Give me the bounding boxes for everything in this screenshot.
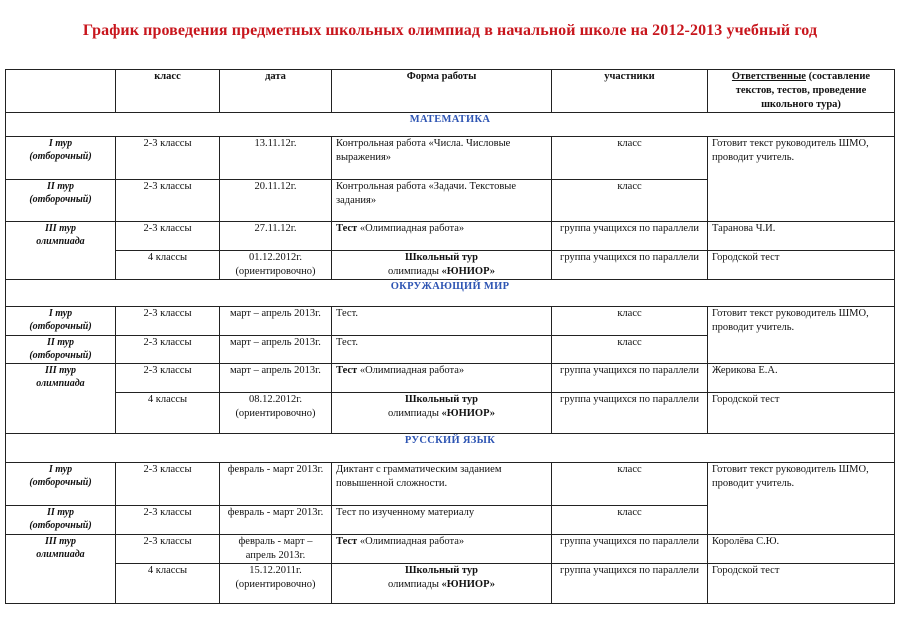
class-cell: 2-3 классы bbox=[116, 137, 220, 180]
tour-name: II тур bbox=[46, 337, 75, 348]
form-cell: Диктант с грамматическим заданием повышенной сложности. bbox=[332, 463, 552, 506]
participants-cell: класс bbox=[552, 307, 708, 336]
form-cell: Тест по изученному материалу bbox=[332, 506, 552, 535]
responsible-cell: Королёва С.Ю. bbox=[708, 535, 895, 564]
class-cell: 4 классы bbox=[116, 564, 220, 604]
header-responsible-title: Ответственные bbox=[731, 71, 806, 82]
section-row-world bbox=[6, 280, 895, 307]
form-cell bbox=[332, 364, 552, 393]
form-test-name: «Олимпиадная работа» bbox=[357, 223, 465, 234]
date-cell: февраль - март – апрель 2013г. bbox=[220, 535, 332, 564]
tour-name: I тур bbox=[48, 308, 73, 319]
tour-type: (отборочный) bbox=[29, 350, 92, 361]
date-cell: февраль - март 2013г. bbox=[220, 506, 332, 535]
section-row-math bbox=[6, 113, 895, 137]
page-title: График проведения предметных школьных олимпиад в начальной школе на 2012-2013 учебный год bbox=[82, 22, 818, 39]
section-title-math: МАТЕМАТИКА bbox=[6, 113, 895, 137]
participants-cell: группа учащихся по параллели bbox=[552, 222, 708, 251]
table-row bbox=[6, 393, 895, 434]
date-cell: март – апрель 2013г. bbox=[220, 307, 332, 336]
tour-type: (отборочный) bbox=[29, 194, 92, 205]
form-cell bbox=[332, 393, 552, 434]
form-olympiad-name: «ЮНИОР» bbox=[441, 579, 496, 590]
class-cell: 2-3 классы bbox=[116, 506, 220, 535]
responsible-cell: Готовит текст руководитель ШМО, проводит учитель. bbox=[708, 307, 895, 364]
responsible-cell: Городской тест bbox=[708, 251, 895, 280]
header-date: дата bbox=[220, 70, 332, 113]
form-school-tour: Школьный тур bbox=[404, 394, 479, 405]
form-test-label: Тест bbox=[336, 223, 358, 234]
tour-type: (отборочный) bbox=[29, 477, 92, 488]
header-participants: участники bbox=[552, 70, 708, 113]
form-school-tour: Школьный тур bbox=[404, 252, 479, 263]
responsible-cell: Городской тест bbox=[708, 564, 895, 604]
header-responsible-note: (составление текстов, тестов, проведение школьного тура) bbox=[735, 71, 871, 110]
tour-cell bbox=[6, 336, 116, 364]
form-cell bbox=[332, 535, 552, 564]
class-cell: 2-3 классы bbox=[116, 535, 220, 564]
participants-cell: класс bbox=[552, 137, 708, 180]
tour-type: (отборочный) bbox=[29, 520, 92, 531]
form-cell bbox=[332, 564, 552, 604]
header-class: класс bbox=[116, 70, 220, 113]
responsible-cell: Городской тест bbox=[708, 393, 895, 434]
class-cell: 2-3 классы bbox=[116, 364, 220, 393]
tour-cell bbox=[6, 137, 116, 180]
tour-type: олимпиада bbox=[36, 549, 85, 560]
participants-cell: группа учащихся по параллели bbox=[552, 393, 708, 434]
responsible-cell: Готовит текст руководитель ШМО, проводит учитель. bbox=[708, 463, 895, 535]
form-cell bbox=[332, 251, 552, 280]
form-olympiad-word: олимпиады bbox=[387, 266, 442, 277]
tour-name: II тур bbox=[46, 181, 75, 192]
table-row bbox=[6, 222, 895, 251]
header-empty-cell bbox=[6, 70, 116, 113]
form-cell: Тест. bbox=[332, 336, 552, 364]
participants-cell: класс bbox=[552, 180, 708, 222]
tour-type: олимпиада bbox=[36, 236, 85, 247]
form-test-name: «Олимпиадная работа» bbox=[357, 365, 465, 376]
form-cell: Контрольная работа «Числа. Числовые выражения» bbox=[332, 137, 552, 180]
participants-cell: класс bbox=[552, 506, 708, 535]
class-cell: 2-3 классы bbox=[116, 307, 220, 336]
form-olympiad-word: олимпиады bbox=[387, 408, 442, 419]
date-cell: 08.12.2012г. (ориентировочно) bbox=[220, 393, 332, 434]
table-row bbox=[6, 535, 895, 564]
participants-cell: класс bbox=[552, 463, 708, 506]
form-olympiad-line bbox=[336, 265, 547, 279]
tour-name: III тур bbox=[44, 365, 76, 376]
tour-name: II тур bbox=[46, 507, 75, 518]
date-cell: 27.11.12г. bbox=[220, 222, 332, 251]
class-cell: 2-3 классы bbox=[116, 180, 220, 222]
table-header-row bbox=[6, 70, 895, 113]
form-olympiad-name: «ЮНИОР» bbox=[441, 408, 496, 419]
form-olympiad-word: олимпиады bbox=[387, 579, 442, 590]
header-form: Форма работы bbox=[332, 70, 552, 113]
tour-cell bbox=[6, 535, 116, 604]
tour-cell bbox=[6, 180, 116, 222]
class-cell: 2-3 классы bbox=[116, 336, 220, 364]
date-cell: февраль - март 2013г. bbox=[220, 463, 332, 506]
table-row bbox=[6, 364, 895, 393]
date-cell: март – апрель 2013г. bbox=[220, 336, 332, 364]
class-cell: 2-3 классы bbox=[116, 222, 220, 251]
tour-name: I тур bbox=[48, 138, 73, 149]
date-cell: 01.12.2012г. (ориентировочно) bbox=[220, 251, 332, 280]
form-test-label: Тест bbox=[336, 365, 358, 376]
tour-name: III тур bbox=[44, 223, 76, 234]
participants-cell: группа учащихся по параллели bbox=[552, 535, 708, 564]
class-cell: 4 классы bbox=[116, 393, 220, 434]
tour-type: (отборочный) bbox=[29, 321, 92, 332]
form-school-tour: Школьный тур bbox=[404, 565, 479, 576]
tour-type: (отборочный) bbox=[29, 151, 92, 162]
tour-cell bbox=[6, 222, 116, 280]
section-title-russian: РУССКИЙ ЯЗЫК bbox=[6, 434, 895, 463]
responsible-cell: Таранова Ч.И. bbox=[708, 222, 895, 251]
form-olympiad-name: «ЮНИОР» bbox=[441, 266, 496, 277]
date-cell: 20.11.12г. bbox=[220, 180, 332, 222]
form-test-label: Тест bbox=[336, 536, 358, 547]
header-responsible bbox=[708, 70, 895, 113]
form-olympiad-line bbox=[336, 407, 547, 421]
date-cell: март – апрель 2013г. bbox=[220, 364, 332, 393]
tour-name: III тур bbox=[44, 536, 76, 547]
form-cell: Тест. bbox=[332, 307, 552, 336]
responsible-cell: Жерикова Е.А. bbox=[708, 364, 895, 393]
table-row bbox=[6, 307, 895, 336]
tour-cell bbox=[6, 506, 116, 535]
table-row bbox=[6, 564, 895, 604]
participants-cell: класс bbox=[552, 336, 708, 364]
form-test-name: «Олимпиадная работа» bbox=[357, 536, 465, 547]
participants-cell: группа учащихся по параллели bbox=[552, 364, 708, 393]
class-cell: 4 классы bbox=[116, 251, 220, 280]
form-cell: Контрольная работа «Задачи. Текстовые задания» bbox=[332, 180, 552, 222]
date-cell: 15.12.2011г. (ориентировочно) bbox=[220, 564, 332, 604]
participants-cell: группа учащихся по параллели bbox=[552, 251, 708, 280]
section-row-russian bbox=[6, 434, 895, 463]
tour-cell bbox=[6, 307, 116, 336]
tour-name: I тур bbox=[48, 464, 73, 475]
olympiad-schedule-table bbox=[5, 69, 895, 604]
section-title-world: ОКРУЖАЮЩИЙ МИР bbox=[6, 280, 895, 307]
table-row bbox=[6, 463, 895, 506]
participants-cell: группа учащихся по параллели bbox=[552, 564, 708, 604]
responsible-cell: Готовит текст руководитель ШМО, проводит учитель. bbox=[708, 137, 895, 222]
tour-cell bbox=[6, 463, 116, 506]
date-cell: 13.11.12г. bbox=[220, 137, 332, 180]
tour-type: олимпиада bbox=[36, 378, 85, 389]
table-row bbox=[6, 251, 895, 280]
form-olympiad-line bbox=[336, 578, 547, 592]
form-cell bbox=[332, 222, 552, 251]
tour-cell bbox=[6, 364, 116, 434]
table-row bbox=[6, 137, 895, 180]
class-cell: 2-3 классы bbox=[116, 463, 220, 506]
